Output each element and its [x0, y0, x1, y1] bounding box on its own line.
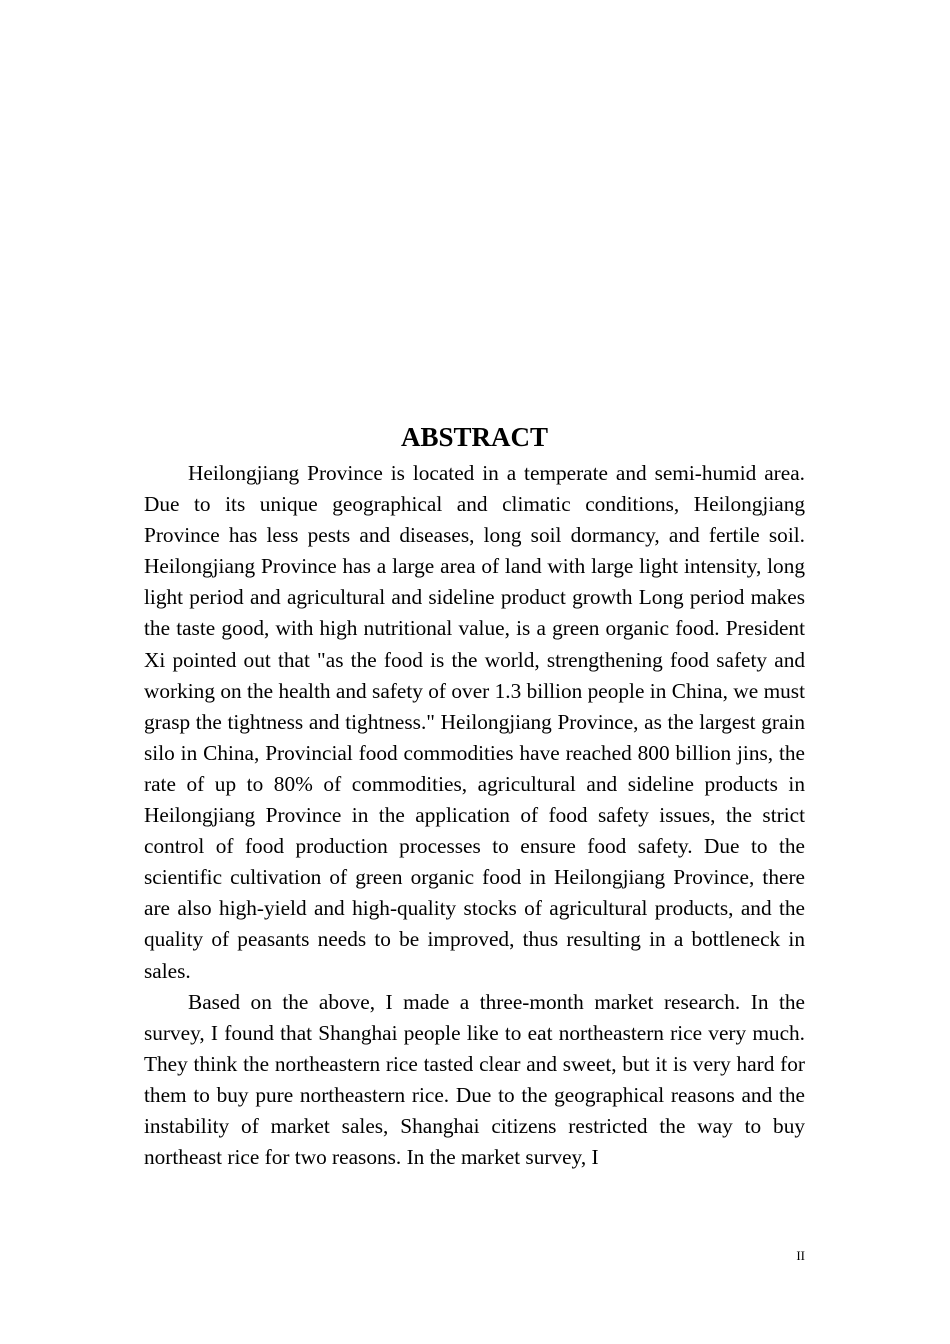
page-number: II [796, 1248, 805, 1263]
paragraph-2: Based on the above, I made a three-month market research. In the survey, I found that Shanghai people like to eat northeastern rice very much. They think the northeastern rice tasted clear and sweet, but it is very hard for them to buy pure northeastern rice. Due to the geographical reasons and the instability of market sales, Shanghai citizens restricted the way to buy northeast rice for two reasons. In the market survey, I [144, 989, 805, 1170]
paragraph-1: Heilongjiang Province is located in a temperate and semi-humid area. Due to its unique geographical and climatic conditions, Heilongjiang Province has less pests and diseases, long soil dormancy, and fertile soil. Heilongjiang Province has a large area of land with large light intensity, long light period and agricultural and sideline product growth Long period makes the taste good, with high nutritional value, is a green organic food. President Xi pointed out that "as the food is the world, strengthening food safety and working on the health and safety of over 1.3 billion people in China, we must grasp the tightness and tightness." Heilongjiang Province, as the largest grain silo in China, Provincial food commodities have reached 800 billion jins, the rate of up to 80% of commodities, agricultural and sideline products in Heilongjiang Province in the application of food safety issues, the strict control of food production processes to ensure food safety. Due to the scientific cultivation of green organic food in Heilongjiang Province, there are also high-yield and high-quality stocks of agricultural products, and the quality of peasants needs to be improved, thus resulting in a bottleneck in sales. [144, 461, 805, 983]
abstract-body [144, 458, 805, 1173]
abstract-title: ABSTRACT [400, 422, 549, 452]
